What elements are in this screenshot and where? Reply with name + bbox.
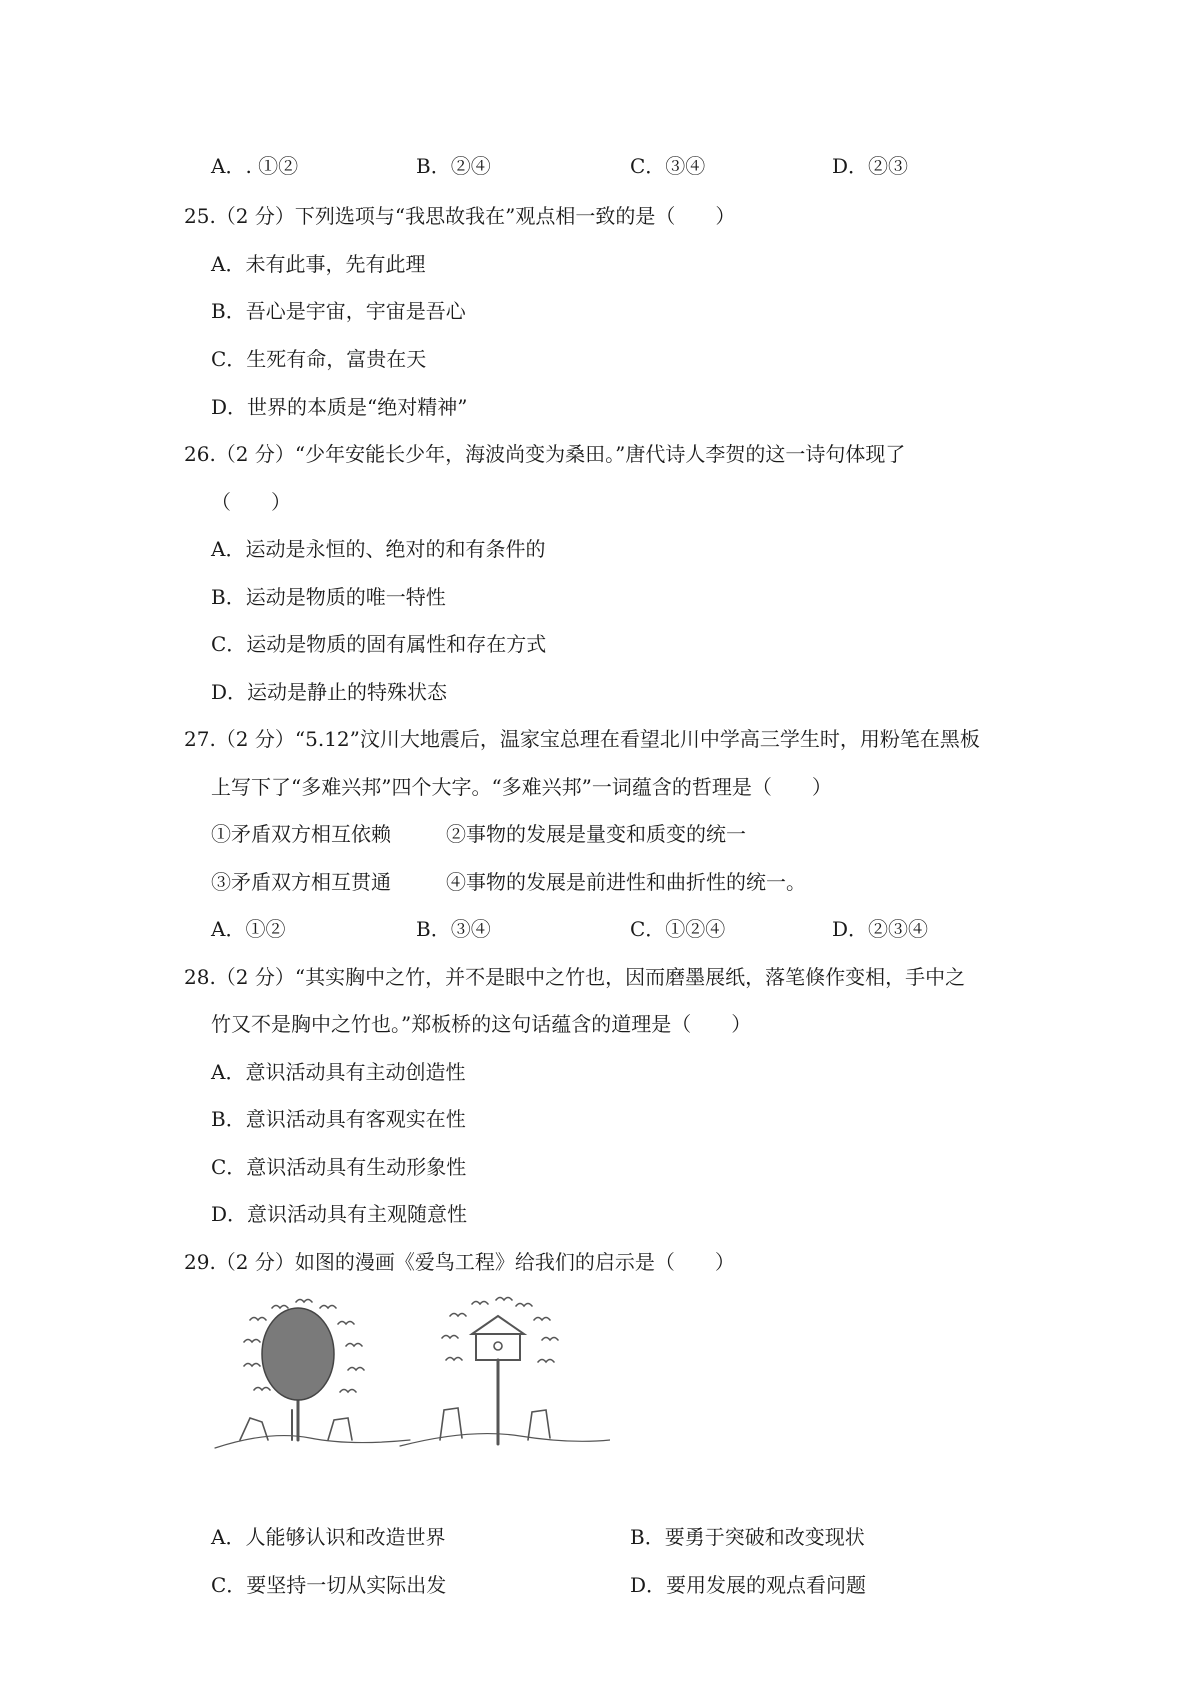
q27-stem-line2: 上写下了“多难兴邦”四个大字。“多难兴邦”一词蕴含的哲理是（ ） xyxy=(211,775,832,799)
q26-stem-line2: （ ） xyxy=(211,490,291,514)
q28-option-d: D．意识活动具有主观随意性 xyxy=(211,1202,468,1226)
q29-option-a: A．人能够认识和改造世界 xyxy=(211,1525,446,1549)
q29-option-b: B．要勇于突破和改变现状 xyxy=(630,1525,865,1549)
q25-option-c: C．生死有命，富贵在天 xyxy=(211,347,427,371)
q26-option-a: A．运动是永恒的、绝对的和有条件的 xyxy=(211,537,546,561)
q28-option-a: A．意识活动具有主动创造性 xyxy=(211,1060,466,1084)
q25-option-a: A．未有此事，先有此理 xyxy=(211,252,426,276)
q28-stem-line2: 竹又不是胸中之竹也。”郑板桥的这句话蕴含的道理是（ ） xyxy=(211,1012,752,1036)
cartoon-bird-protection-icon xyxy=(210,1290,610,1468)
q27-option-a: A．①② xyxy=(211,917,286,941)
q26-option-b: B．运动是物质的唯一特性 xyxy=(211,585,446,609)
q27-statement-1: ①矛盾双方相互依赖 xyxy=(211,822,391,846)
q27-statement-3: ③矛盾双方相互贯通 xyxy=(211,870,391,894)
q27-option-c: C．①②④ xyxy=(630,917,726,941)
q27-stem-line1: 27.（2 分）“5.12”汶川大地震后，温家宝总理在看望北川中学高三学生时，用粉笔在黑板 xyxy=(184,727,980,751)
q27-statement-2: ②事物的发展是量变和质变的统一 xyxy=(446,822,746,846)
q26-stem-line1: 26.（2 分）“少年安能长少年，海波尚变为桑田。”唐代诗人李贺的这一诗句体现了 xyxy=(184,442,906,466)
q28-option-b: B．意识活动具有客观实在性 xyxy=(211,1107,466,1131)
q27-option-b: B．③④ xyxy=(416,917,491,941)
q27-option-d: D．②③④ xyxy=(832,917,929,941)
q26-option-c: C．运动是物质的固有属性和存在方式 xyxy=(211,632,547,656)
q29-option-d: D．要用发展的观点看问题 xyxy=(630,1573,867,1597)
q25-stem: 25.（2 分）下列选项与“我思故我在”观点相一致的是（ ） xyxy=(184,204,736,228)
q24-option-d: D．②③ xyxy=(832,154,909,178)
q25-option-b: B．吾心是宇宙，宇宙是吾心 xyxy=(211,299,466,323)
q26-option-d: D．运动是静止的特殊状态 xyxy=(211,680,448,704)
q27-statement-4: ④事物的发展是前进性和曲折性的统一。 xyxy=(446,870,806,894)
q24-option-a: A．. ①② xyxy=(211,154,299,178)
q24-option-b: B．②④ xyxy=(416,154,491,178)
q29-option-c: C．要坚持一切从实际出发 xyxy=(211,1573,447,1597)
q29-stem: 29.（2 分）如图的漫画《爱鸟工程》给我们的启示是（ ） xyxy=(184,1250,735,1274)
q28-stem-line1: 28.（2 分）“其实胸中之竹，并不是眼中之竹也，因而磨墨展纸，落笔倏作变相，手中之 xyxy=(184,965,966,989)
q25-option-d: D．世界的本质是“绝对精神” xyxy=(211,395,468,419)
q24-option-c: C．③④ xyxy=(630,154,706,178)
q28-option-c: C．意识活动具有生动形象性 xyxy=(211,1155,467,1179)
